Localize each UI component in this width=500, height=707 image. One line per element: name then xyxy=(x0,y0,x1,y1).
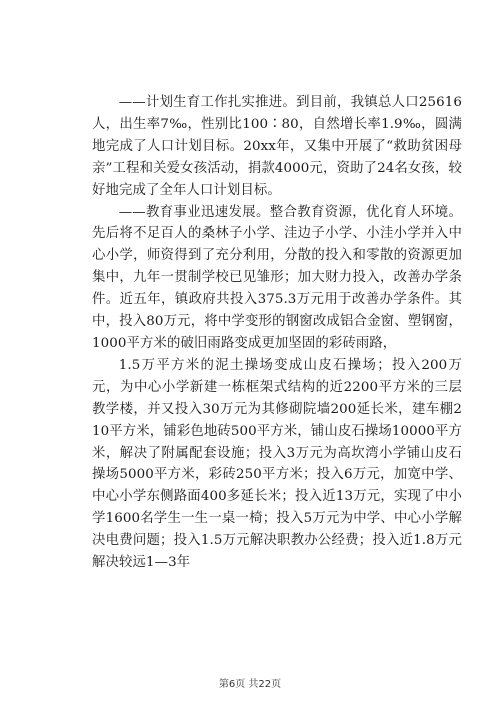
paragraph-education-investment: 1.5万平方米的泥土操场变成山皮石操场；投入200万元，为中心小学新建一栋框架式结构的近2200平方米的三层教学楼，并又投入30万元为其修砌院墙200延长米，建车棚210平方米，铺彩色地砖500平方米，铺山皮石操场10000平方米，解决了附属配套设施；投入3万元为高坎湾小学铺山皮石操场5000平方米，彩砖250平方米；投入6万元，加宽中学、中心小学东侧路面400多延长米；投入近13万元，实现了中小学1600名学生一生一桌一椅；投入5万元为中学、中心小学解决电费问题；投入1.5万元解决职教办公经费；投入近1.8万元解决较远1—3年 xyxy=(92,357,462,571)
paragraph-education: ——教育事业迅速发展。整合教育资源，优化育人环境。先后将不足百人的桑林子小学、洼边子小学、小洼小学并入中心小学，师资得到了充分利用，分散的投入和零散的资源更加集中，九年一贯制学校已见雏形；加大财力投入，改善办学条件。近五年，镇政府共投入375.3万元用于改善办学条件。其中，投入80万元，将中学变形的钢窗改成铝合金窗、塑钢窗，1000平方米的破旧雨路变成更加坚固的彩砖雨路， xyxy=(92,204,462,351)
document-body xyxy=(92,92,462,574)
page-footer: 第6页 共22页 xyxy=(218,679,282,690)
paragraph-family-planning: ——计划生育工作扎实推进。到目前，我镇总人口25616人，出生率7‰，性别比100∶80，自然增长率1.9‰，圆满地完成了人口计划目标。20xx年，又集中开展了“救助贫困母亲”工程和关爱女孩活动，捐款4000元，资助了24名女孩，较好地完成了全年人口计划目标。 xyxy=(92,95,462,198)
